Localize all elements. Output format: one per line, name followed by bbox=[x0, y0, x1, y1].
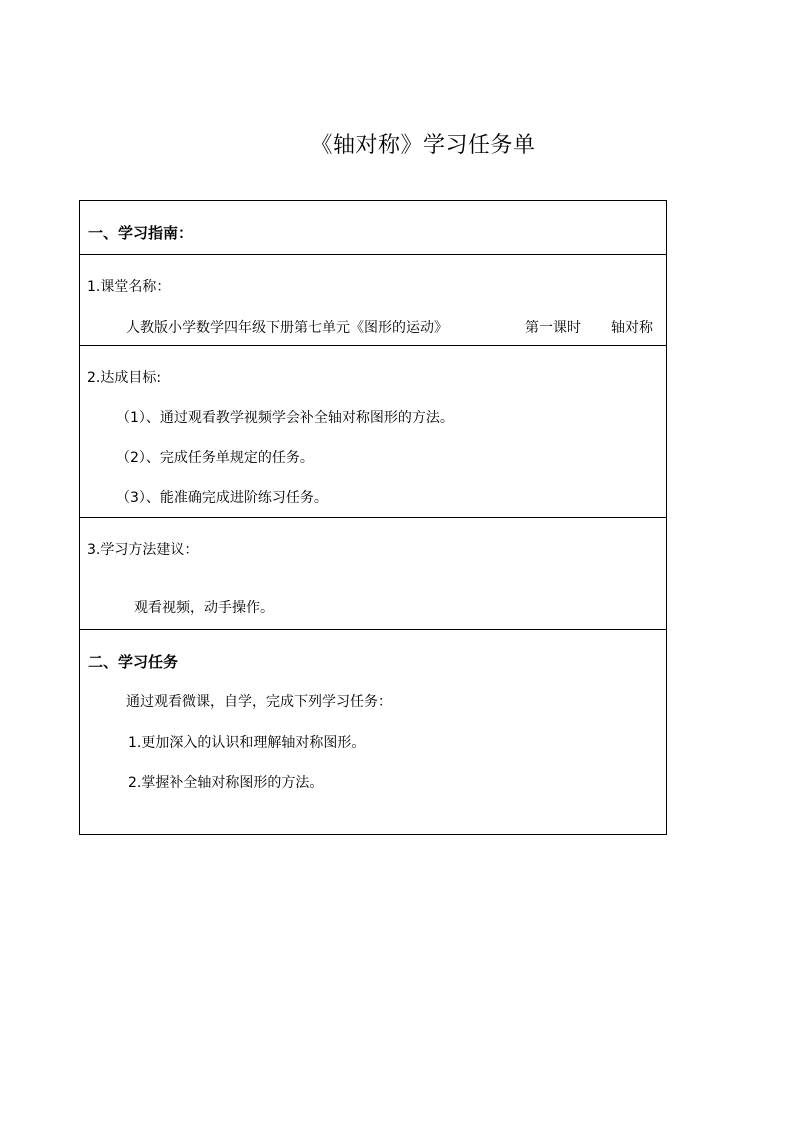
task-item: 2.掌握补全轴对称图形的方法。 bbox=[128, 775, 324, 791]
goals-row bbox=[80, 346, 666, 518]
tasks-intro: 通过观看微课，自学，完成下列学习任务： bbox=[126, 694, 392, 710]
course-name: 人教版小学数学四年级下册第七单元《图形的运动》 bbox=[126, 320, 448, 336]
method-text: 观看视频，动手操作。 bbox=[134, 600, 274, 616]
document-title: 《轴对称》学习任务单 bbox=[310, 133, 536, 158]
guide-heading-row bbox=[80, 201, 666, 255]
goal-item: （3）、能准确完成进阶练习任务。 bbox=[116, 490, 328, 506]
goal-item: （1）、通过观看教学视频学会补全轴对称图形的方法。 bbox=[116, 410, 454, 426]
tasks-heading: 二、学习任务 bbox=[88, 653, 179, 671]
goal-item: （2）、完成任务单规定的任务。 bbox=[116, 450, 314, 466]
task-item: 1.更加深入的认识和理解轴对称图形。 bbox=[128, 735, 366, 751]
course-topic: 轴对称 bbox=[611, 320, 653, 336]
method-row bbox=[80, 518, 666, 630]
task-sheet-table bbox=[79, 200, 667, 835]
goals-label: 2.达成目标: bbox=[87, 370, 162, 386]
guide-heading: 一、学习指南： bbox=[88, 224, 194, 242]
tasks-row bbox=[80, 630, 666, 834]
course-label: 1.课堂名称： bbox=[87, 279, 171, 295]
course-lesson: 第一课时 bbox=[525, 320, 581, 336]
course-row bbox=[80, 255, 666, 346]
method-label: 3.学习方法建议： bbox=[87, 542, 199, 558]
